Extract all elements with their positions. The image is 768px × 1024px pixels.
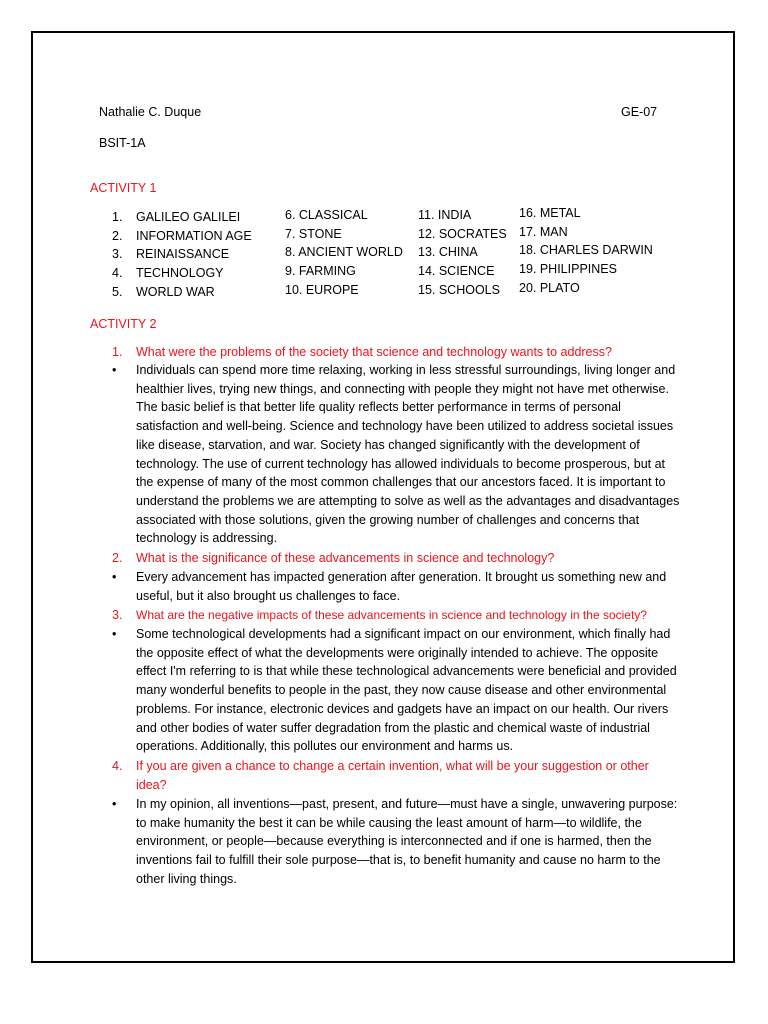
- list-item: 18. CHARLES DARWIN: [519, 243, 653, 258]
- list-item: 10. EUROPE: [285, 282, 359, 297]
- list-item: 1. GALILEO GALILEI: [112, 210, 241, 224]
- list-item: 4. TECHNOLOGY: [112, 266, 224, 281]
- activity1-column-4: [519, 204, 653, 298]
- list-item: 16. METAL: [519, 206, 581, 220]
- list-item: 15. SCHOOLS: [418, 282, 500, 297]
- bullet-icon: •: [112, 570, 117, 584]
- bullet-icon: •: [112, 363, 117, 377]
- list-item: 17. MAN: [519, 224, 568, 239]
- list-item: 3. REINAISSANCE: [112, 247, 230, 262]
- answer-3: • Some technological developments had a significant impact on our environment, which finally had the opposite effect of what the developments were originally intended to achieve. The opposite effect I'm referring to is that while these technological advancements were beneficial and provided many wonderful benefits to people in the past, they now cause disease and other environmental problems. For instance, electronic devices and gadgets have an impact on our health. Our rivers and other bodies of water suffer degradation from the plastic and chemical waste of industrial operations. Additionally, this pollutes our environment and harms us.: [112, 627, 677, 754]
- activity1-column-1: [112, 208, 252, 302]
- answer-2: • Every advancement has impacted generation after generation. It brought us something new and useful, but it also brought us challenges to face.: [112, 570, 667, 603]
- question-1: 1. What were the problems of the society that science and technology wants to address?: [112, 345, 612, 359]
- list-item: 9. FARMING: [285, 264, 356, 279]
- list-item: 6. CLASSICAL: [285, 208, 368, 222]
- bullet-icon: •: [112, 627, 117, 641]
- list-item: 8. ANCIENT WORLD: [285, 245, 403, 260]
- activity1-column-2: [285, 206, 403, 300]
- list-item: 11. INDIA: [418, 208, 472, 222]
- activity2-title: ACTIVITY 2: [90, 317, 157, 331]
- list-item: 12. SOCRATES: [418, 226, 507, 241]
- list-item: 5. WORLD WAR: [112, 284, 215, 299]
- list-item: 19. PHILIPPINES: [519, 262, 617, 277]
- answer-4: • In my opinion, all inventions—past, present, and future—must have a single, unwavering purpose: to make humanity the best it can be while causing the least amount of harm—to wildlife, the environment, or people—because everything is interconnected and if one is harmed, then the inventions fail to fulfill their sole purpose—that is, to benefit humanity and cause no harm to the other living things.: [112, 797, 678, 886]
- question-4: 4. If you are given a chance to change a certain invention, what will be your suggestion or other idea?: [112, 759, 649, 792]
- question-3: 3. What are the negative impacts of these advancements in science and technology in the society?: [112, 608, 647, 622]
- list-item: 7. STONE: [285, 226, 342, 241]
- activity1-column-3: [418, 206, 507, 300]
- question-2: 2. What is the significance of these advancements in science and technology?: [112, 551, 555, 565]
- course-code: GE-07: [621, 105, 658, 119]
- list-item: 13. CHINA: [418, 245, 478, 260]
- list-item: 20. PLATO: [519, 280, 580, 295]
- list-item: 14. SCIENCE: [418, 264, 495, 279]
- list-item: 2. INFORMATION AGE: [112, 228, 252, 243]
- bullet-icon: •: [112, 797, 117, 811]
- author-name: Nathalie C. Duque: [99, 105, 202, 119]
- section-label: BSIT-1A: [99, 136, 146, 150]
- activity1-title: ACTIVITY 1: [90, 181, 157, 195]
- answer-1: • Individuals can spend more time relaxing, working in less stressful surroundings, living longer and healthier lives, trying new things, and connecting with people they might not have met otherwise. The basic belief is that better life quality reflects better performance in terms of personal satisfaction and well-being. Science and technology have been utilized to address societal issues like disease, starvation, and war. Society has changed significantly with the development of technology. The use of current technology has allowed individuals to become prosperous, but at the expense of many of the most common challenges that our ancestors faced. It is important to understand the problems we are attempting to solve as well as the advantages and disadvantages associated with those solutions, given the growing number of challenges and concerns that technology is addressing.: [112, 363, 680, 546]
